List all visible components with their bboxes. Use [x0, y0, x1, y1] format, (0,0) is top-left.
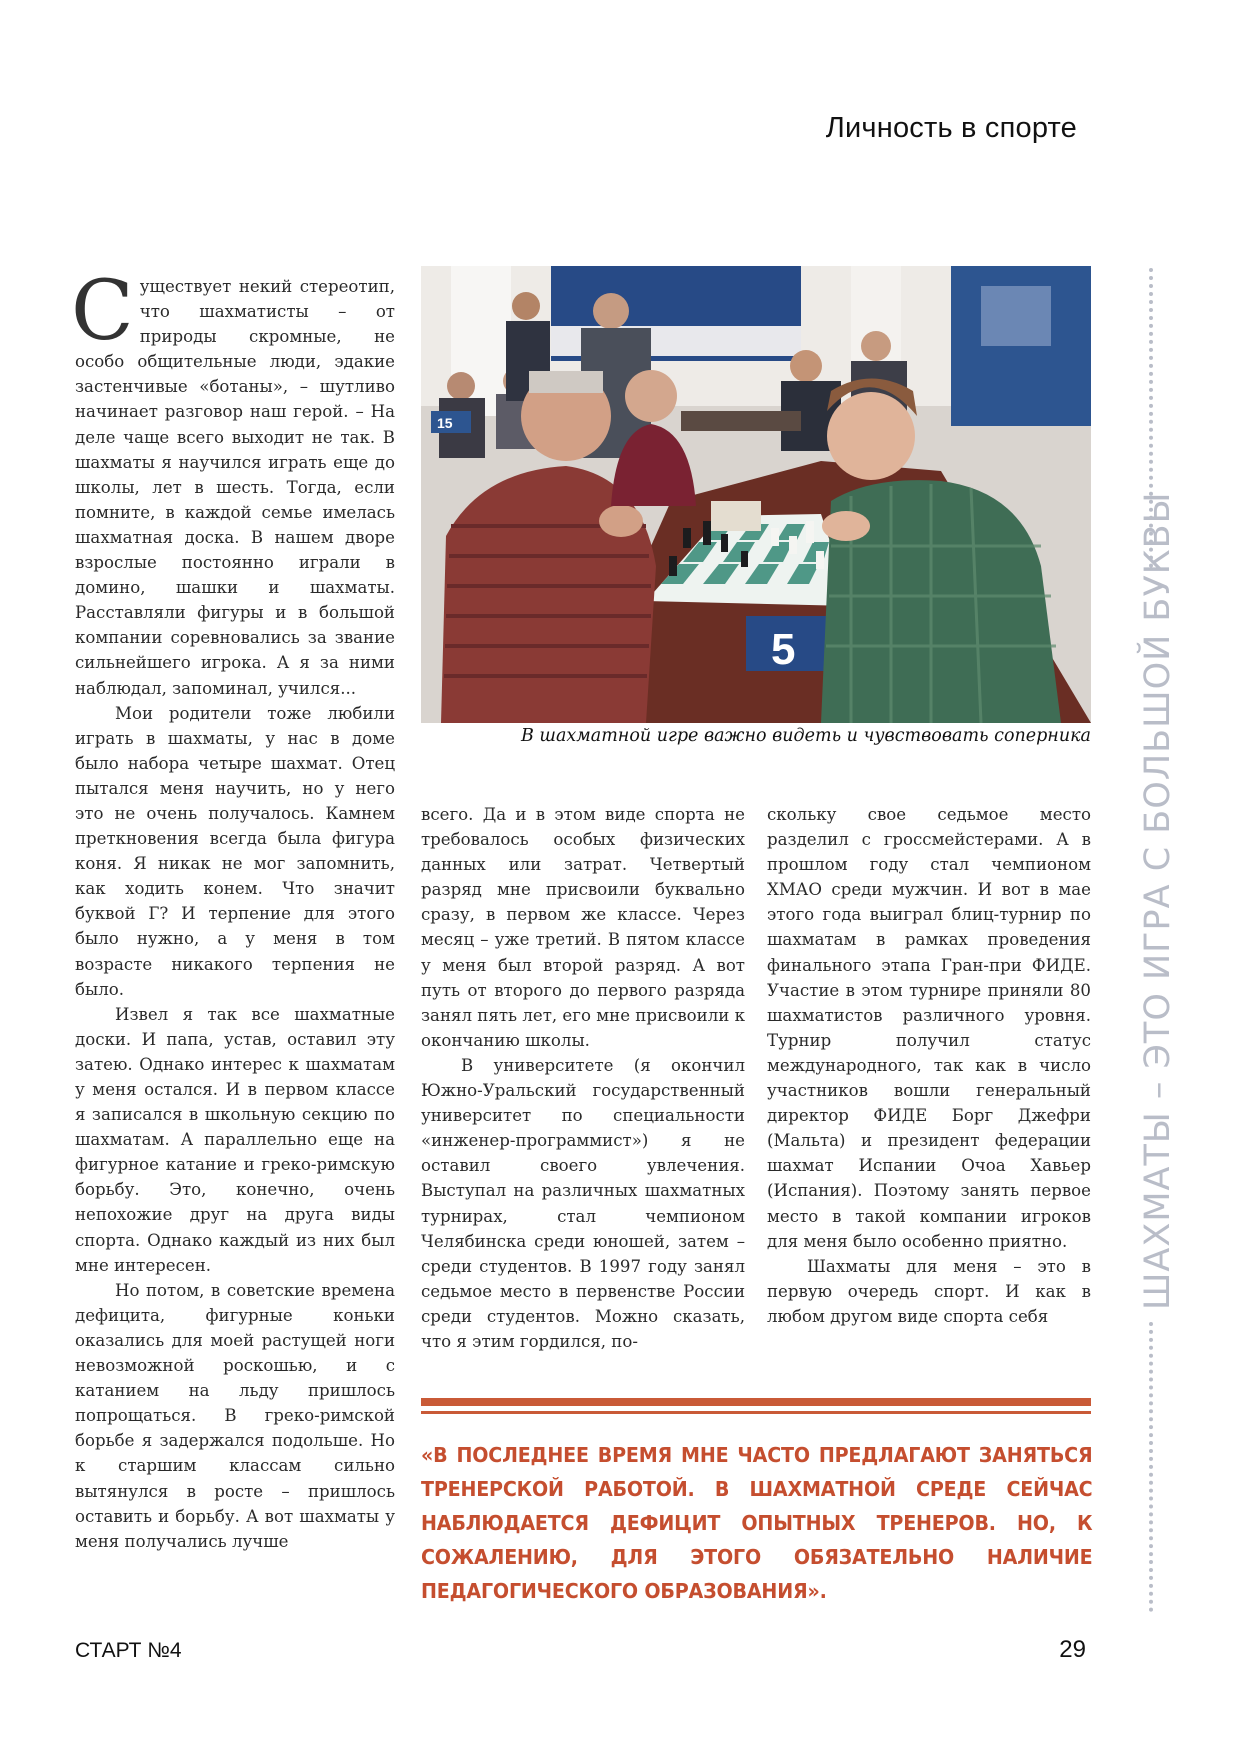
quote-rule-thin — [421, 1411, 1091, 1414]
table-number-back: 15 — [437, 415, 453, 431]
magazine-name: СТАРТ №4 — [75, 1639, 182, 1662]
article-column-left — [71, 264, 395, 1554]
quote-rule-thick — [421, 1398, 1091, 1406]
paragraph-3: Извел я так все шахматные доски. И папа, устав, оставил эту затею. Однако интерес к шахматам у меня остался. И в первом классе я записался в школьную секцию по шахматам. А параллельно еще на фигурное катание и греко-римскую борьбу. Это, конечно, очень непохожие друг на друга виды спорта. Однако каждый из них был мне интересен. — [75, 1004, 395, 1275]
pull-quote: «В ПОСЛЕДНЕЕ ВРЕМЯ МНЕ ЧАСТО ПРЕДЛАГАЮТ ЗАНЯТЬСЯ ТРЕНЕРСКОЙ РАБОТОЙ. В ШАХМАТНОЙ СРЕДЕ СЕЙЧАС НАБЛЮДАЕТСЯ ДЕФИЦИТ ОПЫТНЫХ ТРЕНЕРОВ. НО, К СОЖАЛЕНИЮ, ДЛЯ ЭТОГО ОБЯЗАТЕЛЬНО НАЛИЧИЕ ПЕДАГОГИЧЕСКОГО ОБРАЗОВАНИЯ». — [421, 1443, 1093, 1603]
paragraph-5: всего. Да и в этом виде спорта не требовалось особых физических данных или затрат. Четвертый разряд мне присвоили буквально сразу, в первом же классе. Через месяц – уже третий. В пятом классе у меня был второй разряд. А вот путь от второго до первого разряда занял пять лет, его мне присвоили к окончанию школы. — [421, 805, 745, 1050]
paragraph-6: В университете (я окончил Южно-Уральский государственный университет по специальности «инженер-программист») я не оставил своего увлечения. Выступал на различных шахматных турнирах, стал чемпионом Челябинска среди юношей, затем – среди студентов. В 1997 году занял седьмое место в первенстве России среди студентов. Можно сказать, что я этим гордился, по- — [421, 1055, 745, 1351]
table-number-front: 5 — [771, 625, 796, 674]
paragraph-7: скольку свое седьмое место разделил с гроссмейстерами. А в прошлом году стал чемпионом ХМАО среди мужчин. И вот в мае этого года выиграл блиц-турнир по шахматам в рамках проведения финального этапа Гран-при ФИДЕ. Участие в этом турнире приняли 80 шахматистов различного уровня. Турнир получил статус международного, так как в число участников вошли генеральный директор ФИДЕ Борг Джефри (Мальта) и президент федерации шахмат Испании Очоа Хавьер (Испания). Поэтому занять первое место в такой компании игроков для меня было особенно приятно. — [767, 805, 1091, 1251]
vertical-title: ШАХМАТЫ – ЭТО ИГРА С БОЛЬШОЙ БУКВЫ — [1138, 491, 1178, 1310]
article-photo — [421, 266, 1091, 723]
page-number: 29 — [1059, 1636, 1086, 1663]
section-title: Личность в спорте — [825, 112, 1077, 144]
article-column-right — [767, 802, 1091, 1329]
chess-match-illustration — [421, 266, 1091, 723]
paragraph-8: Шахматы для меня – это в первую очередь спорт. И как в любом другом виде спорта себя — [767, 1256, 1091, 1326]
paragraph-4: Но потом, в советские времена дефицита, фигурные коньки оказались для моей растущей ноги невозможной роскошью, и с катанием на льду пришлось попрощаться. В греко-римской борьбе я задержался подольше. Но к старшим классам сильно вытянулся в росте – пришлось оставить и борьбу. А вот шахматы у меня получались лучше — [75, 1280, 395, 1551]
paragraph-2: Мои родители тоже любили играть в шахматы, у нас в доме было набора четыре шахмат. Отец пытался меня научить, но у него это не очень получалось. Камнем преткновения всегда была фигура коня. Я никак не мог запомнить, как ходить конем. Что значит буквой Г? И терпение для этого было нужно, а у меня в том возрасте никакого терпения не было. — [75, 703, 395, 999]
paragraph-1: Существует некий стереотип, что шахматисты – от природы скромные, не особо общительные люди, эдакие застенчивые «ботаны», – шутливо начинает разговор наш герой. – На деле чаще всего выходит не так. В шахматы я научился играть еще до школы, лет в шесть. Тогда, если помните, в каждой семье имелась шахматная доска. В нашем дворе взрослые постоянно играли в домино, шашки и шахматы. Расставляли фигуры и в большой компании соревновались за звание сильнейшего игрока. А я за ними наблюдал, запоминал, учился... — [71, 264, 395, 698]
article-column-middle — [421, 802, 745, 1354]
photo-caption: В шахматной игре важно видеть и чувствовать соперника — [520, 726, 1091, 746]
drop-cap: С — [71, 264, 134, 359]
vertical-dots-bottom — [1149, 1322, 1153, 1612]
